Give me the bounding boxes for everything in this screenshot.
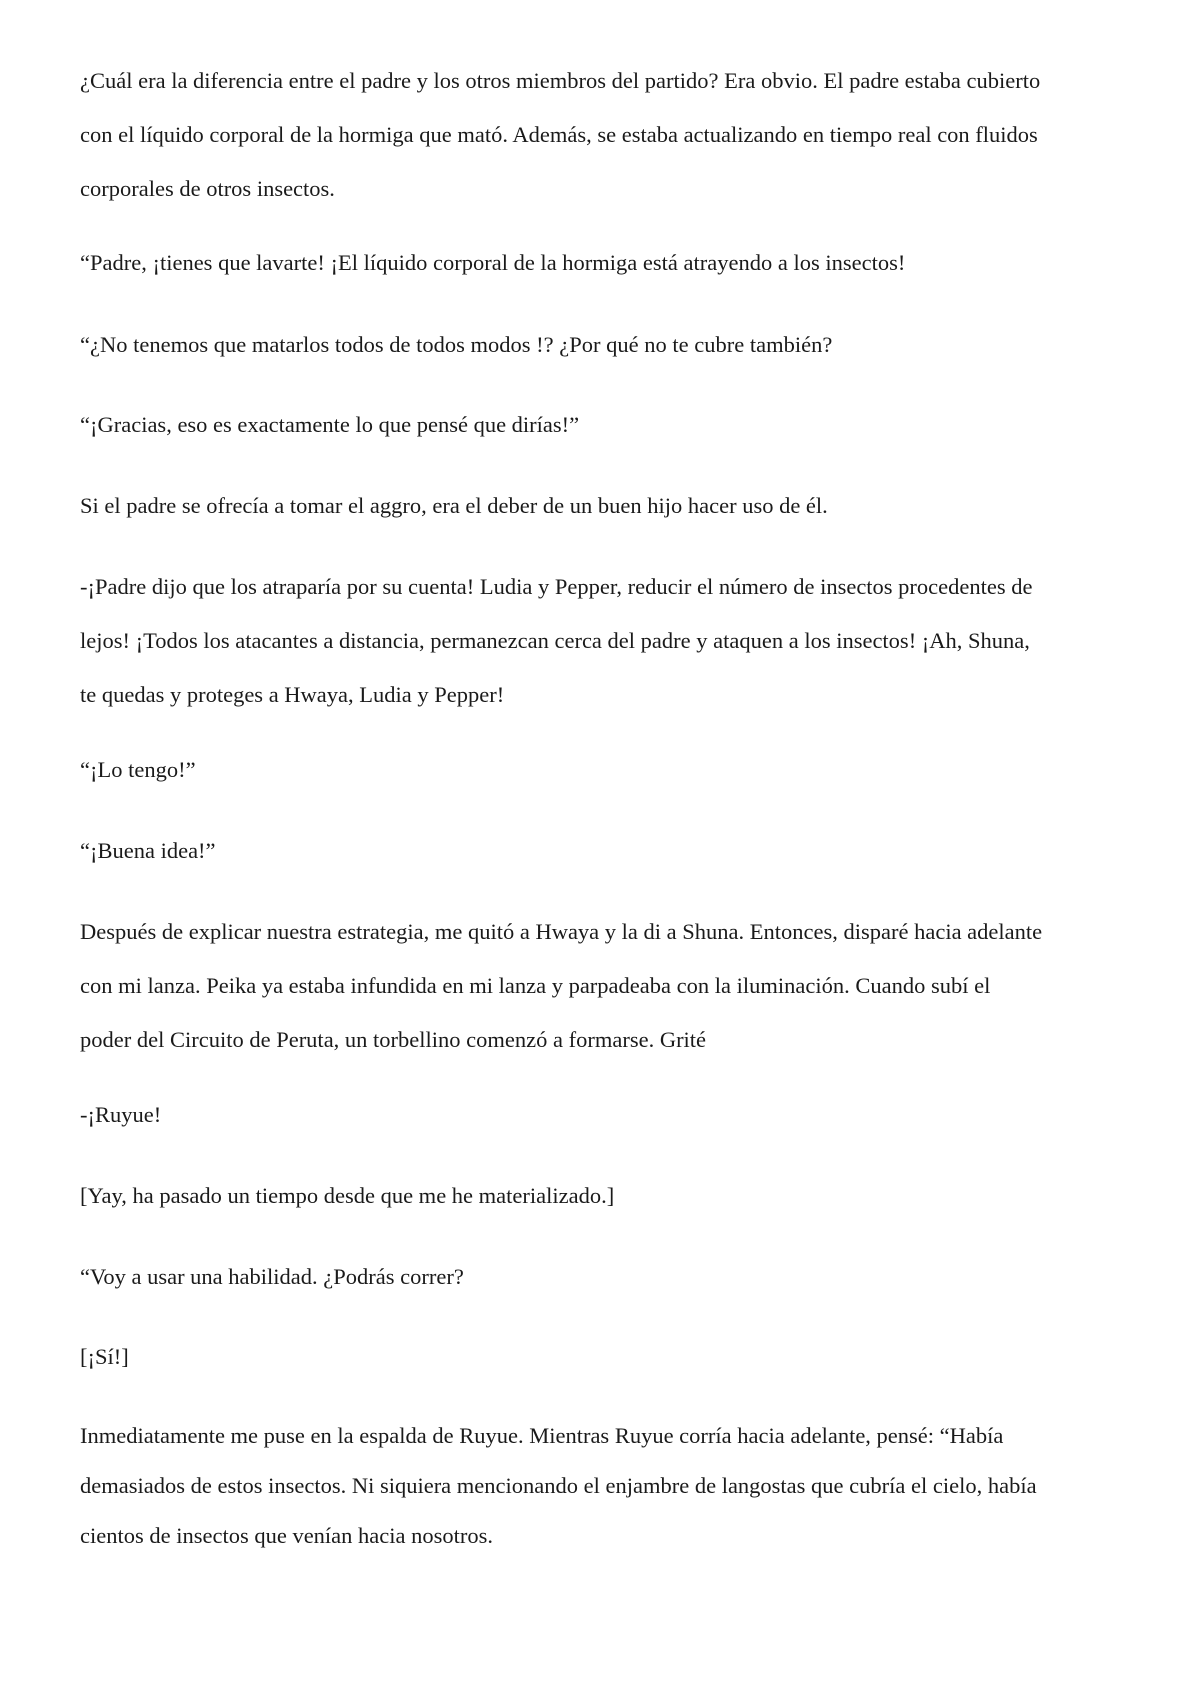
text-line: con el líquido corporal de la hormiga que mató. Además, se estaba actualizando en tiempo real con fluidos: [80, 122, 1038, 147]
text-line: -¡Padre dijo que los atraparía por su cuenta! Ludia y Pepper, reducir el número de insectos procedentes de: [80, 574, 1033, 599]
paragraph-7: [80, 743, 1115, 797]
paragraph-13: [80, 1330, 1115, 1384]
text-line: “Padre, ¡tienes que lavarte! ¡El líquido corporal de la hormiga está atrayendo a los insectos!: [80, 250, 906, 275]
text-line: [Yay, ha pasado un tiempo desde que me he materializado.]: [80, 1183, 615, 1208]
paragraph-8: [80, 824, 1115, 878]
paragraph-6: [80, 560, 1115, 722]
text-line: cientos de insectos que venían hacia nosotros.: [80, 1523, 494, 1548]
paragraph-5: [80, 479, 1115, 533]
text-line: -¡Ruyue!: [80, 1102, 162, 1127]
text-line: “¡Buena idea!”: [80, 838, 216, 863]
paragraph-9: [80, 905, 1115, 1067]
text-line: “¡Gracias, eso es exactamente lo que pensé que dirías!”: [80, 412, 580, 437]
paragraph-4: [80, 398, 1115, 452]
paragraph-3: [80, 318, 1115, 372]
text-line: “Voy a usar una habilidad. ¿Podrás correr?: [80, 1264, 464, 1289]
text-line: te quedas y proteges a Hwaya, Ludia y Pepper!: [80, 682, 505, 707]
text-line: demasiados de estos insectos. Ni siquiera mencionando el enjambre de langostas que cubría el cielo, había: [80, 1473, 1037, 1498]
text-line: con mi lanza. Peika ya estaba infundida en mi lanza y parpadeaba con la iluminación. Cuando subí el: [80, 973, 991, 998]
paragraph-12: [80, 1250, 1115, 1304]
paragraph-10: [80, 1088, 1115, 1142]
text-line: poder del Circuito de Peruta, un torbellino comenzó a formarse. Grité: [80, 1027, 707, 1052]
text-line: “¿No tenemos que matarlos todos de todos modos !? ¿Por qué no te cubre también?: [80, 332, 833, 357]
paragraph-11: [80, 1169, 1115, 1223]
text-line: lejos! ¡Todos los atacantes a distancia, permanezcan cerca del padre y ataquen a los insectos! ¡Ah, Shuna,: [80, 628, 1030, 653]
text-line: corporales de otros insectos.: [80, 176, 335, 201]
text-line: ¿Cuál era la diferencia entre el padre y los otros miembros del partido? Era obvio. El padre estaba cubierto: [80, 68, 1041, 93]
paragraph-2: [80, 236, 1115, 290]
paragraph-1: [80, 54, 1115, 216]
text-line: [¡Sí!]: [80, 1344, 129, 1369]
text-line: Inmediatamente me puse en la espalda de Ruyue. Mientras Ruyue corría hacia adelante, pensé: “Había: [80, 1423, 1004, 1448]
paragraph-14: [80, 1411, 1115, 1561]
text-line: “¡Lo tengo!”: [80, 757, 196, 782]
text-line: Después de explicar nuestra estrategia, me quitó a Hwaya y la di a Shuna. Entonces, disparé hacia adelante: [80, 919, 1043, 944]
text-line: Si el padre se ofrecía a tomar el aggro, era el deber de un buen hijo hacer uso de él.: [80, 493, 828, 518]
